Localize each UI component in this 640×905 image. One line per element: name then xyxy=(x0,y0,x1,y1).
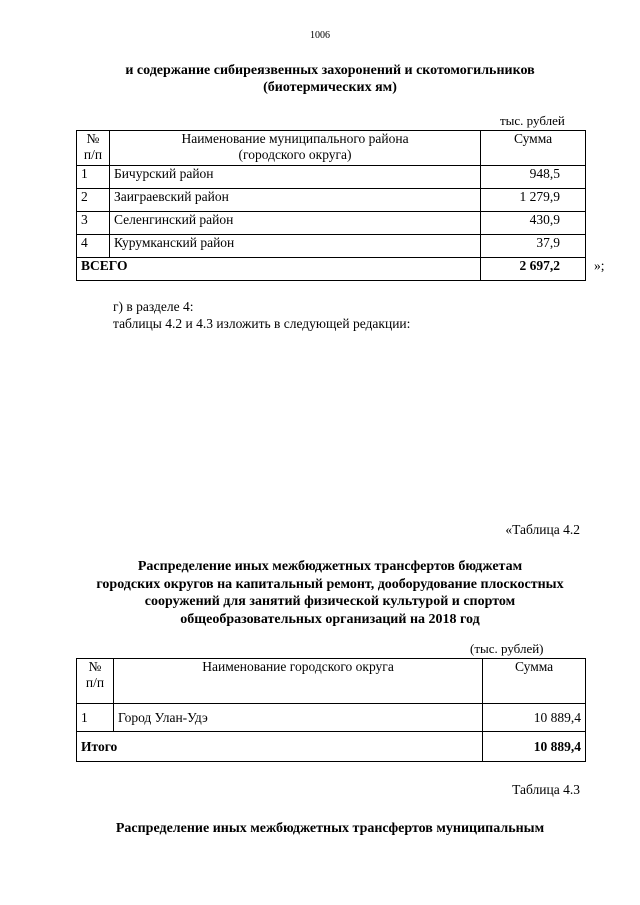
name-header: Наименование городского округа xyxy=(113,659,482,704)
section1-title xyxy=(60,62,600,96)
table-row: 1 Бичурский район 948,5 xyxy=(77,166,586,189)
table42 xyxy=(76,658,586,762)
num-header: № п/п xyxy=(77,131,110,166)
sum-header: Сумма xyxy=(483,659,586,704)
table42-header-row xyxy=(77,659,586,704)
section1-table xyxy=(76,130,586,281)
section1-header-row xyxy=(77,131,586,166)
table-row: 3 Селенгинский район 430,9 xyxy=(77,212,586,235)
paragraph-line2: таблицы 4.2 и 4.3 изложить в следующей редакции: xyxy=(113,316,411,331)
total-row xyxy=(77,258,586,281)
table-row: 4 Курумканский район 37,9 xyxy=(77,235,586,258)
total-label: ВСЕГО xyxy=(77,258,481,281)
section1-title-line1: и содержание сибиреязвенных захоронений и скотомогильников xyxy=(125,63,535,78)
section1-title-line2: (биотермических ям) xyxy=(263,80,397,95)
total-row xyxy=(77,732,586,762)
table42-unit: (тыс. рублей) xyxy=(470,641,544,656)
table42-caption: «Таблица 4.2 xyxy=(505,522,580,537)
name-header: Наименование муниципального района (городского округа) xyxy=(109,131,480,166)
section1-unit: тыс. рублей xyxy=(500,113,565,128)
total-sum: 2 697,2 xyxy=(481,258,586,281)
closing-quote: »; xyxy=(594,258,605,273)
table-row: 1 Город Улан-Удэ 10 889,4 xyxy=(77,704,586,732)
table43-caption: Таблица 4.3 xyxy=(512,782,580,797)
paragraph-line1: г) в разделе 4: xyxy=(113,299,194,314)
sum-header: Сумма xyxy=(481,131,586,166)
num-header: № п/п xyxy=(77,659,114,704)
table43-title: Распределение иных межбюджетных трансфертов муниципальным xyxy=(115,821,545,836)
table42-title: Распределение иных межбюджетных трансфертов бюджетам городских округов на капитальный ремонт, дооборудование плоскостных сооружений для занятий физической культурой и спортом общеобразовательных организаций на 2018 год xyxy=(96,559,564,627)
page-number: 1006 xyxy=(310,30,330,41)
table-row: 2 Заиграевский район 1 279,9 xyxy=(77,189,586,212)
total-sum: 10 889,4 xyxy=(483,732,586,762)
total-label: Итого xyxy=(77,732,483,762)
